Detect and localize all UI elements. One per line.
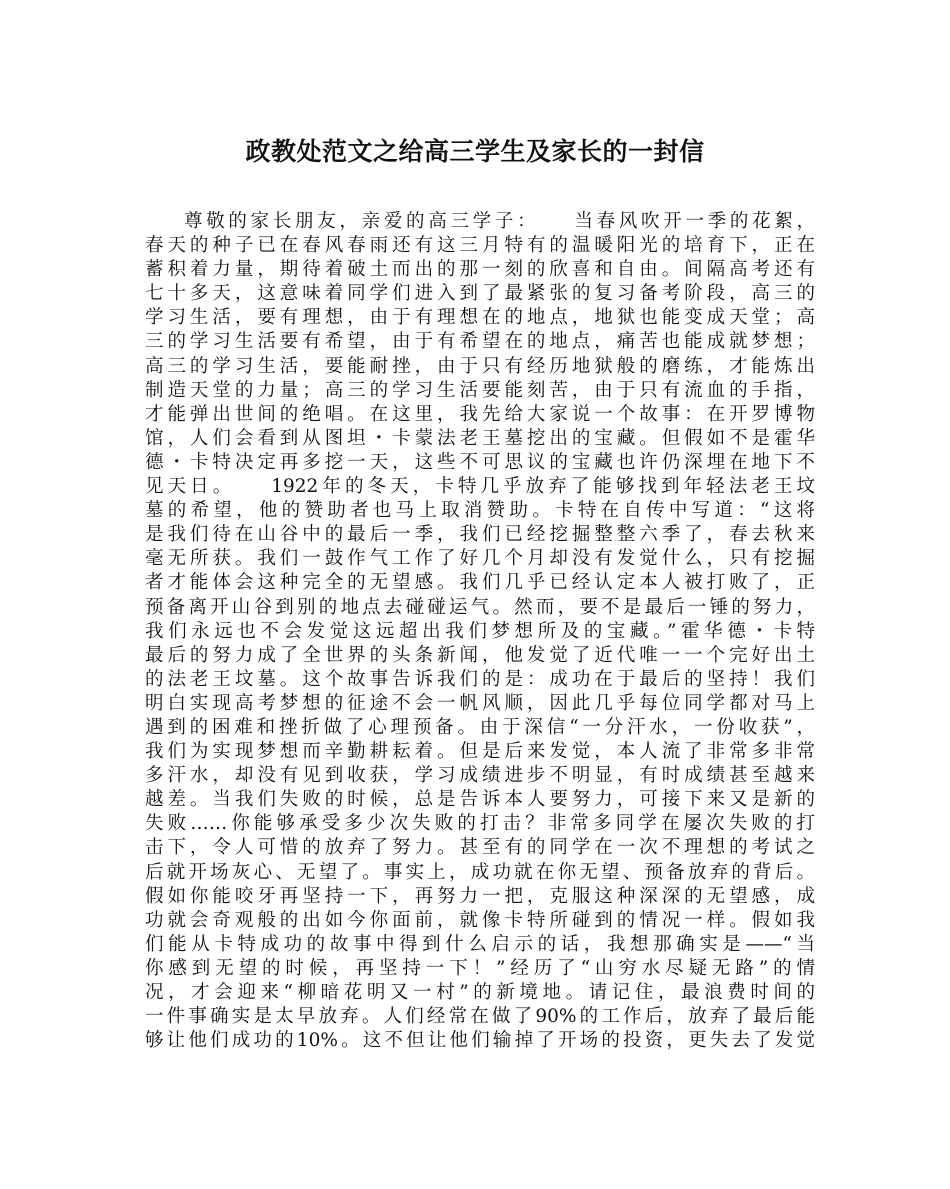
body-line: 明白实现高考梦想的征途不会一帆风顺，因此几乎每位同学都对马上 [145,692,815,714]
body-line: 后就开场灰心、无望了。事实上，成功就在你无望、预备放弃的背后。 [145,861,815,883]
body-line: 七十多天，这意味着同学们进入到了最紧张的复习备考阶段，高三的 [145,283,815,305]
body-line: 蓄积着力量，期待着破土而出的那一刻的欣喜和自由。间隔高考还有 [145,259,815,281]
body-line: 尊敬的家长朋友，亲爱的高三学子： 当春风吹开一季的花絮， [184,211,815,232]
body-line: 学习生活，要有理想，由于有理想在的地点，地狱也能变成天堂；高 [145,307,815,329]
body-line: 德・卡特决定再多挖一天，这些不可思议的宝藏也许仍深埋在地下不 [145,451,815,473]
body-line: 见天日。 1922年的冬天，卡特几乎放弃了能够找到年轻法老王坟 [145,476,815,498]
body-line: 最后的努力成了全世界的头条新闻，他发觉了近代唯一一个完好出土 [145,644,815,666]
body-line: 越差。当我们失败的时候，总是告诉本人要努力，可接下来又是新的 [145,789,815,811]
body-line: 是我们待在山谷中的最后一季，我们已经挖掘整整六季了，春去秋来 [145,524,815,546]
body-line: 的法老王坟墓。这个故事告诉我们的是：成功在于最后的坚持！我们 [145,668,815,690]
body-line: 墓的希望，他的赞助者也马上取消赞助。卡特在自传中写道：“这将 [145,500,815,522]
body-line: 才能弹出世间的绝唱。在这里，我先给大家说一个故事：在开罗博物 [145,403,815,425]
body-line: 我们为实现梦想而辛勤耕耘着。但是后来发觉，本人流了非常多非常 [145,741,815,763]
body-line: 击下，令人可惜的放弃了努力。甚至有的同学在一次不理想的考试之 [145,837,815,859]
body-line: 制造天堂的力量；高三的学习生活要能刻苦，由于只有流血的手指， [145,379,815,401]
body-line: 一件事确实是太早放弃。人们经常在做了90%的工作后，放弃了最后能 [145,1006,815,1028]
letter-body [145,210,815,1053]
body-line: 毫无所获。我们一鼓作气工作了好几个月却没有发觉什么，只有挖掘 [145,548,815,570]
body-line: 高三的学习生活，要能耐挫，由于只有经历地狱般的磨练，才能炼出 [145,355,815,377]
body-line: 遇到的困难和挫折做了心理预备。由于深信“一分汗水，一份收获”， [145,716,815,738]
body-line: 我们永远也不会发觉这远超出我们梦想所及的宝藏。”霍华德・卡特 [145,620,815,642]
document-title: 政教处范文之给高三学生及家长的一封信 [245,137,705,166]
body-line: 馆，人们会看到从图坦・卡蒙法老王墓挖出的宝藏。但假如不是霍华 [145,427,815,449]
body-line: 春天的种子已在春风春雨还有这三月特有的温暖阳光的培育下，正在 [145,235,815,257]
body-line: 你感到无望的时候，再坚持一下！”经历了“山穷水尽疑无路”的情 [145,957,815,979]
body-line: 失败……你能够承受多少次失败的打击？非常多同学在屡次失败的打 [145,813,815,835]
body-line: 功就会奇观般的出如今你面前，就像卡特所碰到的情况一样。假如我 [145,909,815,931]
body-line: 预备离开山谷到别的地点去碰碰运气。然而，要不是最后一锤的努力， [145,596,815,618]
body-line: 够让他们成功的10%。这不但让他们输掉了开场的投资，更失去了发觉 [145,1030,815,1052]
body-line: 们能从卡特成功的故事中得到什么启示的话，我想那确实是——“当 [145,933,815,955]
body-line: 者才能体会这种完全的无望感。我们几乎已经认定本人被打败了，正 [145,572,815,594]
body-line: 假如你能咬牙再坚持一下，再努力一把，克服这种深深的无望感，成 [145,885,815,907]
body-line: 三的学习生活要有希望，由于有希望在的地点，痛苦也能成就梦想； [145,331,815,353]
body-line: 多汗水，却没有见到收获，学习成绩进步不明显，有时成绩甚至越来 [145,765,815,787]
body-line: 况，才会迎来“柳暗花明又一村”的新境地。请记住，最浪费时间的 [145,982,815,1003]
